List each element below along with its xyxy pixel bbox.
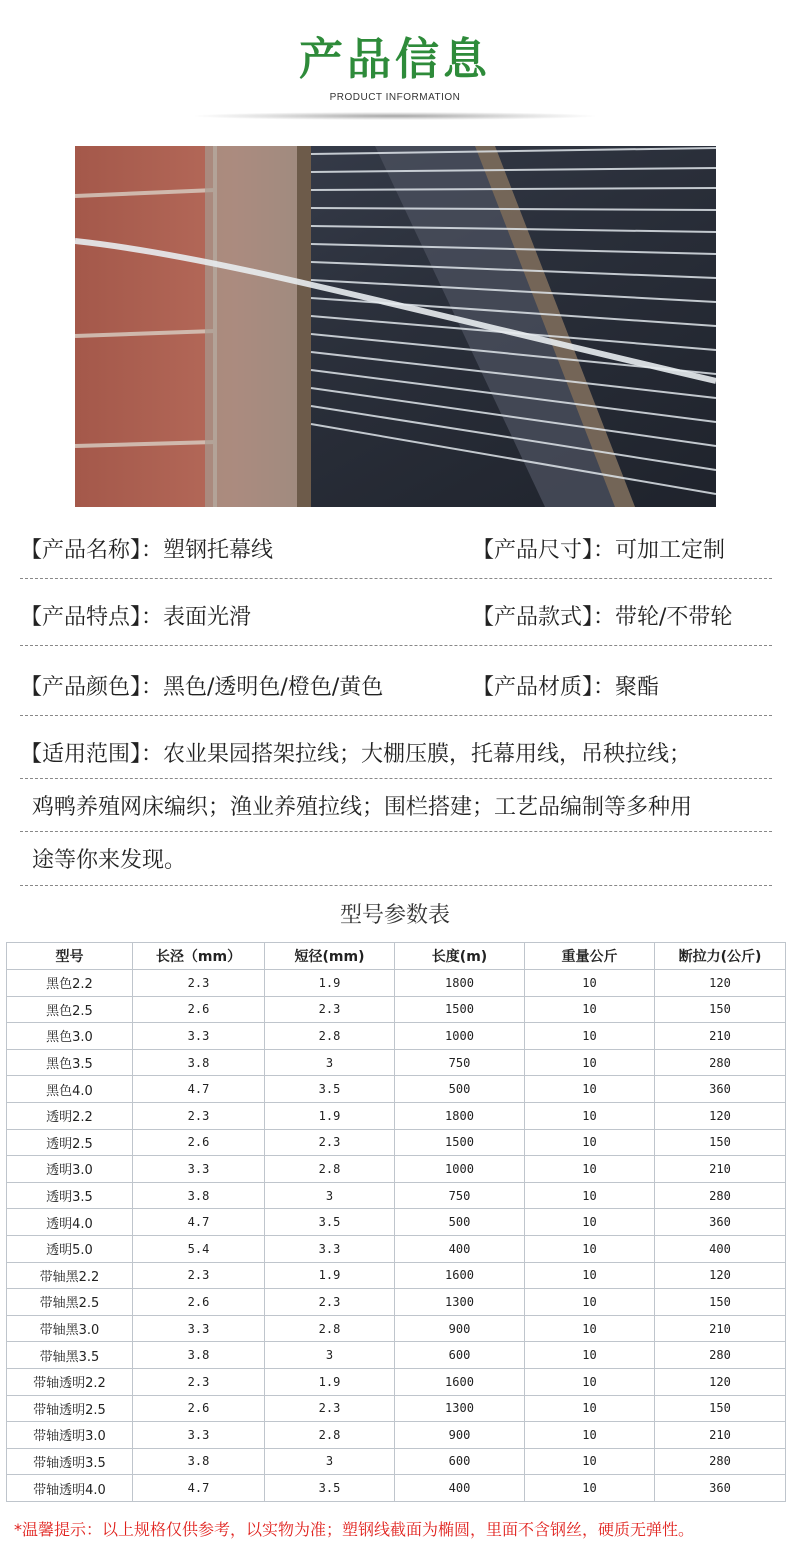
table-row	[7, 1475, 786, 1502]
model-cell: 黑色4.0	[7, 1076, 133, 1103]
table-cell: 2.3	[133, 1368, 265, 1395]
product-color-key: 【产品颜色】：	[20, 675, 164, 700]
table-cell: 10	[525, 1475, 655, 1502]
table-row	[7, 1049, 786, 1076]
table-cell: 1800	[395, 1102, 525, 1129]
table-cell: 900	[395, 1315, 525, 1342]
info-row	[20, 659, 772, 716]
table-cell: 150	[655, 996, 786, 1023]
table-cell: 1600	[395, 1368, 525, 1395]
table-cell: 3.8	[133, 1342, 265, 1369]
table-cell: 10	[525, 1129, 655, 1156]
table-cell: 3.3	[133, 1156, 265, 1183]
table-cell: 4.7	[133, 1475, 265, 1502]
table-row	[7, 970, 786, 997]
table-cell: 10	[525, 1315, 655, 1342]
title-shadow-divider	[195, 112, 595, 120]
table-cell: 400	[655, 1235, 786, 1262]
table-cell: 210	[655, 1315, 786, 1342]
column-header: 断拉力(公斤)	[655, 943, 786, 970]
table-cell: 10	[525, 1023, 655, 1050]
model-cell: 透明5.0	[7, 1235, 133, 1262]
table-cell: 3	[265, 1182, 395, 1209]
table-cell: 2.6	[133, 1129, 265, 1156]
table-cell: 2.6	[133, 996, 265, 1023]
table-cell: 10	[525, 1448, 655, 1475]
table-cell: 120	[655, 1262, 786, 1289]
table-cell: 150	[655, 1395, 786, 1422]
model-cell: 透明4.0	[7, 1209, 133, 1236]
table-cell: 1600	[395, 1262, 525, 1289]
product-color	[20, 673, 383, 703]
table-cell: 3.5	[265, 1475, 395, 1502]
table-cell: 360	[655, 1076, 786, 1103]
model-cell: 带轴透明2.5	[7, 1395, 133, 1422]
product-style-value: 带轮/不带轮	[615, 605, 733, 630]
product-material	[472, 673, 659, 703]
model-cell: 带轴透明4.0	[7, 1475, 133, 1502]
table-cell: 280	[655, 1448, 786, 1475]
table-cell: 3.8	[133, 1182, 265, 1209]
table-cell: 500	[395, 1209, 525, 1236]
table-cell: 3.3	[265, 1235, 395, 1262]
product-name-value: 塑钢托幕线	[163, 538, 274, 563]
column-header: 型号	[7, 943, 133, 970]
table-row	[7, 1315, 786, 1342]
table-cell: 150	[655, 1129, 786, 1156]
model-cell: 带轴黑2.2	[7, 1262, 133, 1289]
table-cell: 2.8	[265, 1315, 395, 1342]
table-cell: 2.6	[133, 1289, 265, 1316]
table-cell: 1.9	[265, 1262, 395, 1289]
table-cell: 10	[525, 1182, 655, 1209]
table-row	[7, 1448, 786, 1475]
table-cell: 10	[525, 1422, 655, 1449]
model-cell: 带轴透明2.2	[7, 1368, 133, 1395]
table-cell: 3.5	[265, 1209, 395, 1236]
table-cell: 2.3	[133, 1262, 265, 1289]
model-cell: 黑色3.0	[7, 1023, 133, 1050]
table-row	[7, 1289, 786, 1316]
table-row	[7, 1235, 786, 1262]
model-cell: 透明2.5	[7, 1129, 133, 1156]
product-material-key: 【产品材质】：	[472, 675, 616, 700]
product-feature-key: 【产品特点】：	[20, 605, 164, 630]
application-divider	[20, 778, 772, 779]
table-row	[7, 996, 786, 1023]
table-cell: 280	[655, 1049, 786, 1076]
table-cell: 3.3	[133, 1315, 265, 1342]
table-row	[7, 1209, 786, 1236]
table-header-row	[7, 943, 786, 970]
application-line-3: 途等你来发现。	[32, 848, 187, 873]
product-name-key: 【产品名称】：	[20, 538, 164, 563]
table-cell: 120	[655, 970, 786, 997]
table-cell: 2.3	[133, 1102, 265, 1129]
table-cell: 10	[525, 1368, 655, 1395]
table-cell: 10	[525, 1262, 655, 1289]
table-cell: 900	[395, 1422, 525, 1449]
column-header: 长泾（mm）	[133, 943, 265, 970]
table-cell: 10	[525, 1289, 655, 1316]
table-cell: 1800	[395, 970, 525, 997]
table-cell: 4.7	[133, 1209, 265, 1236]
model-cell: 透明3.0	[7, 1156, 133, 1183]
table-cell: 150	[655, 1289, 786, 1316]
table-cell: 210	[655, 1023, 786, 1050]
table-cell: 10	[525, 1156, 655, 1183]
header	[0, 0, 790, 130]
table-row	[7, 1156, 786, 1183]
table-row	[7, 1076, 786, 1103]
table-cell: 3	[265, 1448, 395, 1475]
table-row	[7, 1422, 786, 1449]
product-size-value: 可加工定制	[615, 538, 726, 563]
product-size	[472, 536, 725, 566]
table-row	[7, 1342, 786, 1369]
table-cell: 750	[395, 1182, 525, 1209]
product-size-key: 【产品尺寸】：	[472, 538, 616, 563]
page-subtitle: PRODUCT INFORMATION	[329, 92, 461, 103]
model-cell: 黑色2.5	[7, 996, 133, 1023]
table-cell: 1000	[395, 1156, 525, 1183]
table-cell: 4.7	[133, 1076, 265, 1103]
table-row	[7, 1102, 786, 1129]
application-divider	[20, 885, 772, 886]
model-cell: 透明3.5	[7, 1182, 133, 1209]
page-title: 产品信息	[299, 34, 491, 85]
column-header: 短径(mm)	[265, 943, 395, 970]
table-cell: 10	[525, 1395, 655, 1422]
product-photo	[75, 146, 716, 507]
table-cell: 600	[395, 1448, 525, 1475]
application-line-1	[20, 740, 691, 770]
model-cell: 带轴透明3.0	[7, 1422, 133, 1449]
application-text: 农业果园搭架拉线；大棚压膜，托幕用线，吊秧拉线；	[163, 742, 692, 767]
product-material-value: 聚酯	[615, 675, 660, 700]
product-style	[472, 603, 732, 633]
table-cell: 2.3	[265, 1395, 395, 1422]
application-line-2: 鸡鸭养殖网床编织；渔业养殖拉线；围栏搭建；工艺品编制等多种用	[32, 795, 693, 820]
product-name	[20, 536, 273, 566]
info-row	[20, 589, 772, 646]
table-cell: 1300	[395, 1289, 525, 1316]
model-cell: 带轴黑2.5	[7, 1289, 133, 1316]
table-cell: 120	[655, 1368, 786, 1395]
table-cell: 360	[655, 1209, 786, 1236]
application-key: 【适用范围】：	[20, 742, 164, 767]
table-cell: 750	[395, 1049, 525, 1076]
product-feature-value: 表面光滑	[163, 605, 252, 630]
table-body	[7, 970, 786, 1502]
table-row	[7, 1368, 786, 1395]
table-cell: 3.3	[133, 1023, 265, 1050]
table-row	[7, 1262, 786, 1289]
table-cell: 210	[655, 1156, 786, 1183]
table-cell: 2.6	[133, 1395, 265, 1422]
table-cell: 10	[525, 1049, 655, 1076]
table-cell: 1500	[395, 1129, 525, 1156]
table-cell: 10	[525, 1235, 655, 1262]
table-cell: 3.5	[265, 1076, 395, 1103]
table-cell: 600	[395, 1342, 525, 1369]
table-cell: 2.3	[133, 970, 265, 997]
product-feature	[20, 603, 251, 633]
table-cell: 1.9	[265, 1102, 395, 1129]
table-cell: 3.8	[133, 1448, 265, 1475]
table-cell: 1300	[395, 1395, 525, 1422]
table-cell: 120	[655, 1102, 786, 1129]
table-cell: 1000	[395, 1023, 525, 1050]
table-cell: 10	[525, 1102, 655, 1129]
table-cell: 2.8	[265, 1023, 395, 1050]
table-cell: 400	[395, 1235, 525, 1262]
product-style-key: 【产品款式】：	[472, 605, 616, 630]
table-cell: 360	[655, 1475, 786, 1502]
table-cell: 500	[395, 1076, 525, 1103]
table-cell: 2.8	[265, 1422, 395, 1449]
spec-table	[6, 942, 786, 1502]
column-header: 长度(m)	[395, 943, 525, 970]
table-cell: 3	[265, 1342, 395, 1369]
table-cell: 5.4	[133, 1235, 265, 1262]
table-row	[7, 1129, 786, 1156]
table-cell: 1500	[395, 996, 525, 1023]
table-cell: 3.8	[133, 1049, 265, 1076]
table-cell: 2.3	[265, 1129, 395, 1156]
table-cell: 1.9	[265, 970, 395, 997]
table-cell: 1.9	[265, 1368, 395, 1395]
table-cell: 10	[525, 996, 655, 1023]
table-cell: 280	[655, 1342, 786, 1369]
table-cell: 400	[395, 1475, 525, 1502]
table-cell: 3.3	[133, 1422, 265, 1449]
model-cell: 透明2.2	[7, 1102, 133, 1129]
table-cell: 2.3	[265, 996, 395, 1023]
column-header: 重量公斤	[525, 943, 655, 970]
table-cell: 210	[655, 1422, 786, 1449]
table-title: 型号参数表	[339, 903, 450, 928]
table-cell: 10	[525, 1342, 655, 1369]
model-cell: 黑色2.2	[7, 970, 133, 997]
table-cell: 10	[525, 970, 655, 997]
table-cell: 2.3	[265, 1289, 395, 1316]
table-row	[7, 1182, 786, 1209]
application-divider	[20, 831, 772, 832]
table-cell: 280	[655, 1182, 786, 1209]
model-cell: 带轴黑3.0	[7, 1315, 133, 1342]
model-cell: 带轴透明3.5	[7, 1448, 133, 1475]
table-cell: 3	[265, 1049, 395, 1076]
table-row	[7, 1023, 786, 1050]
info-row	[20, 522, 772, 579]
table-cell: 10	[525, 1076, 655, 1103]
product-color-value: 黑色/透明色/橙色/黄色	[163, 675, 384, 700]
warm-tip-note: *温馨提示：以上规格仅供参考，以实物为准；塑钢线截面为椭圆，里面不含钢丝，硬质无弹性。	[14, 1520, 695, 1539]
table-row	[7, 1395, 786, 1422]
model-cell: 黑色3.5	[7, 1049, 133, 1076]
table-cell: 10	[525, 1209, 655, 1236]
model-cell: 带轴黑3.5	[7, 1342, 133, 1369]
table-cell: 2.8	[265, 1156, 395, 1183]
